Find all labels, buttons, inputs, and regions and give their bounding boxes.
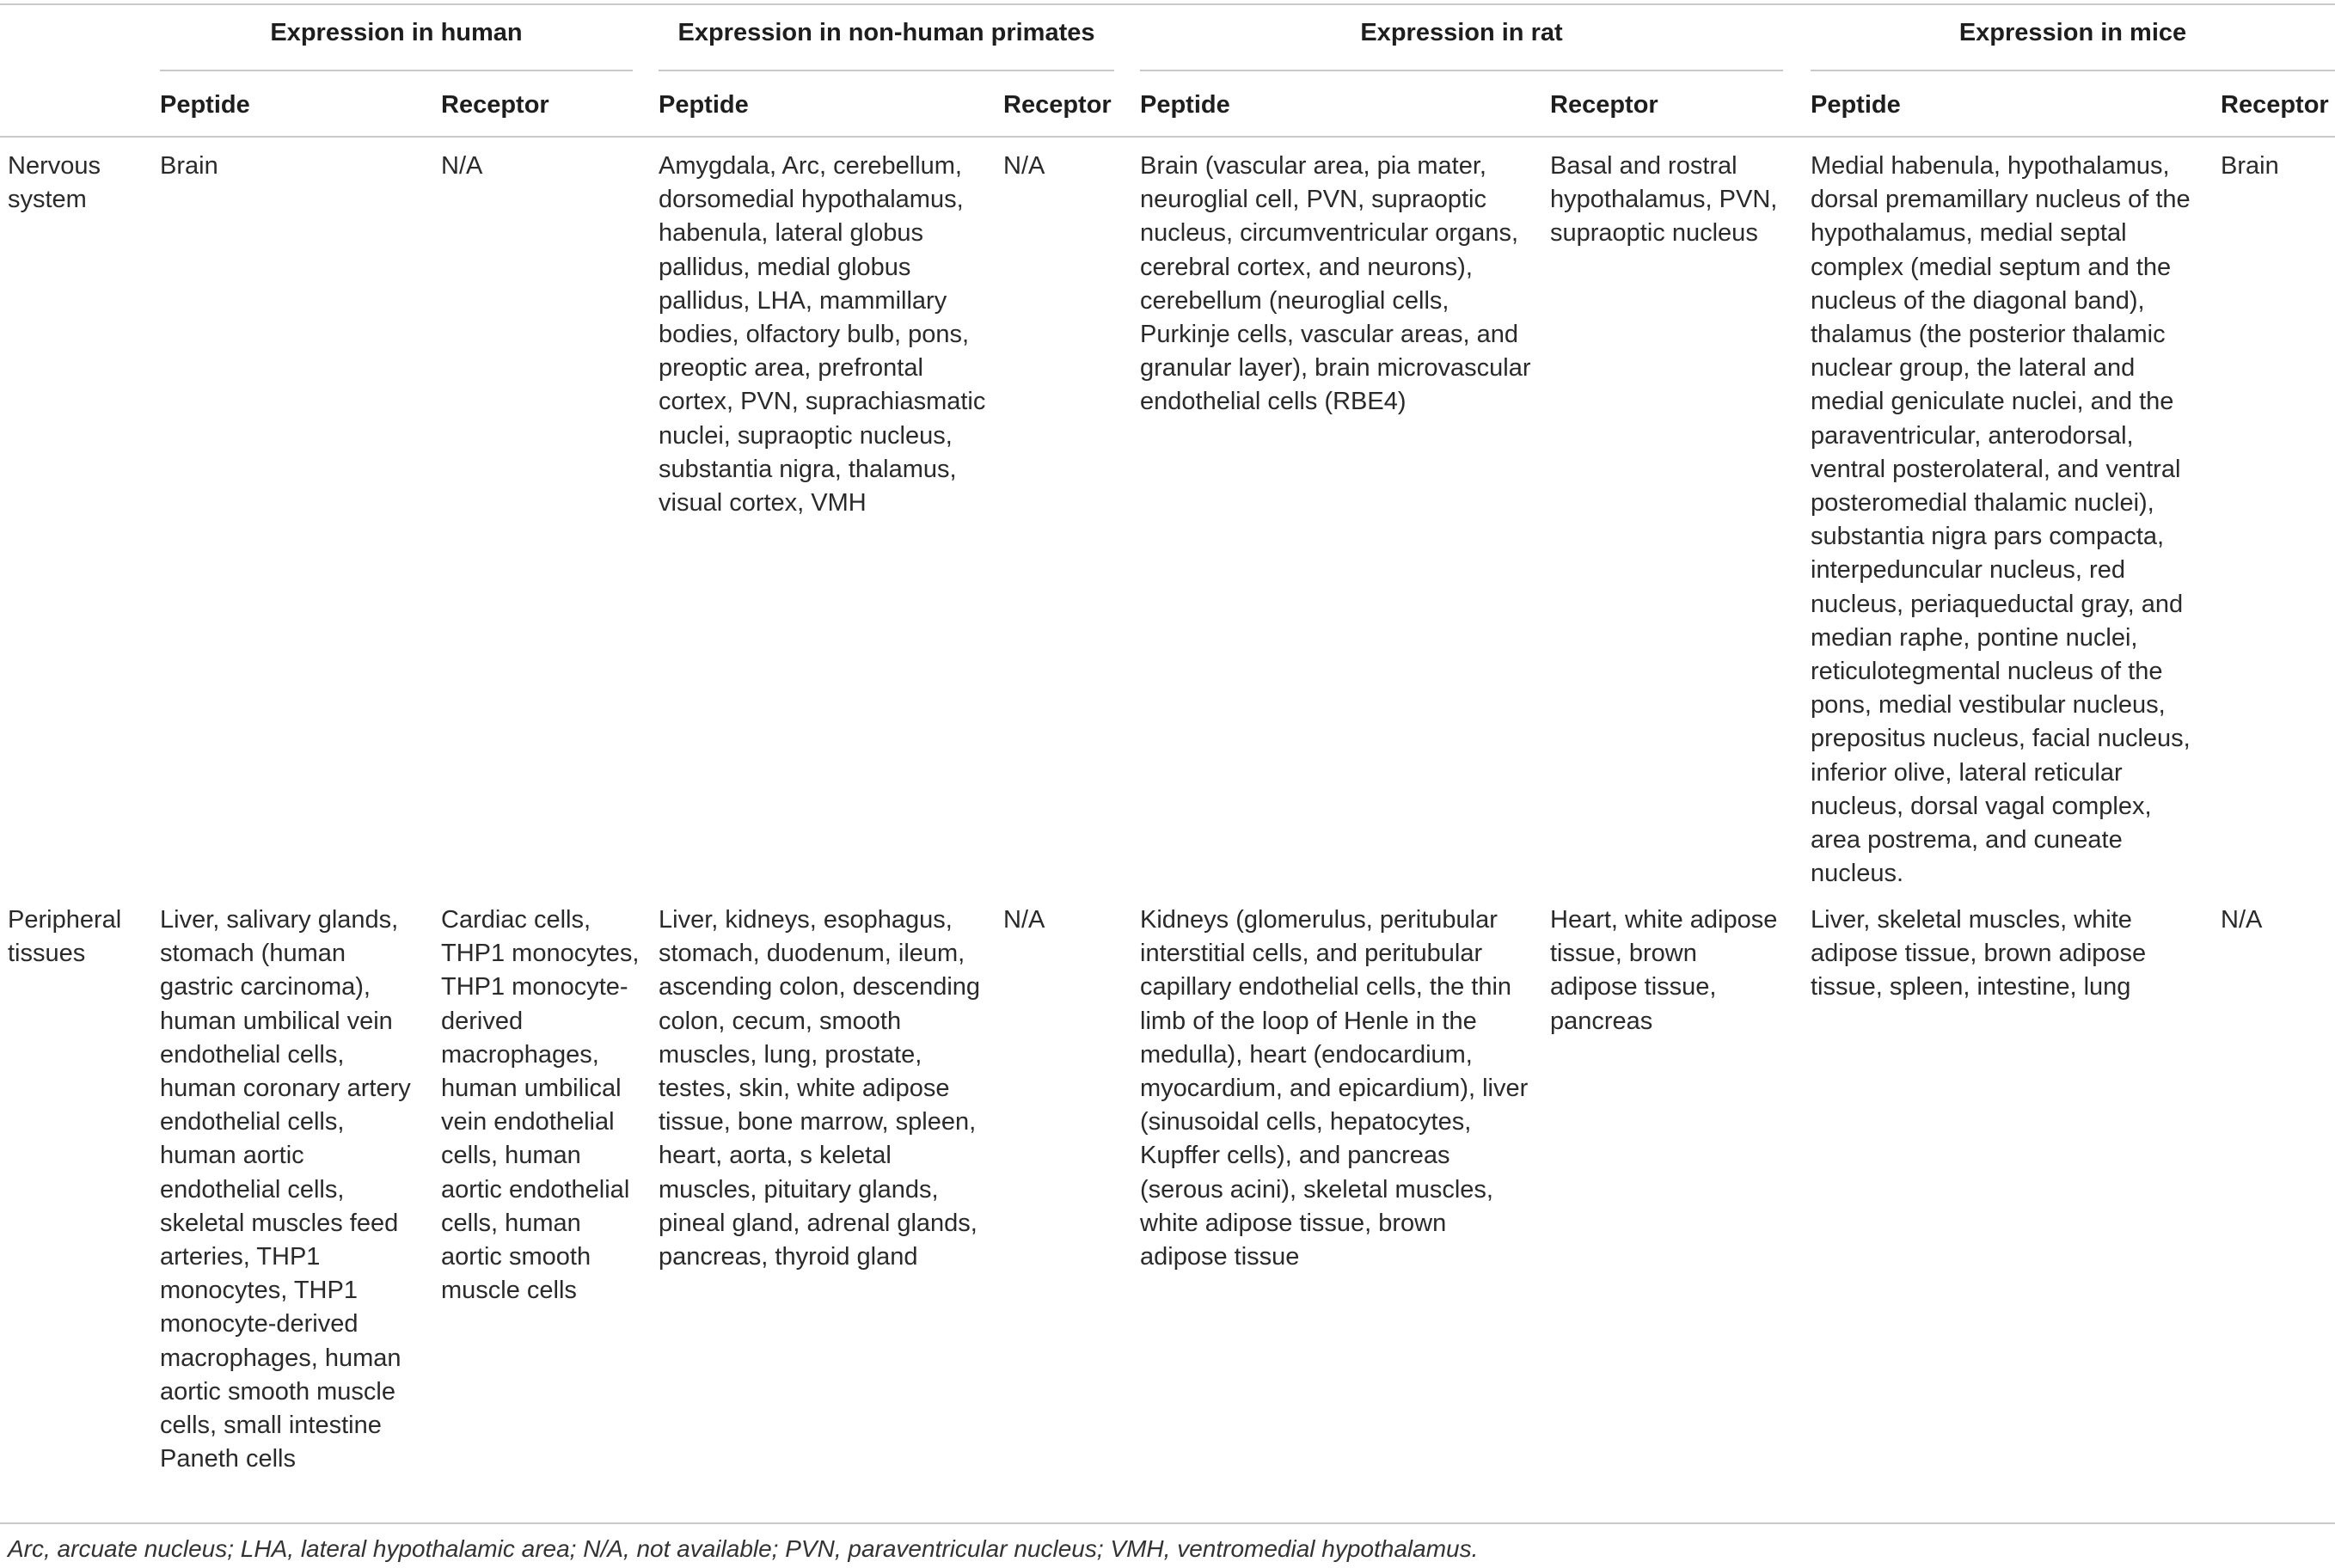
group-header-mice: Expression in mice bbox=[1958, 19, 2187, 46]
subheader-mice-receptor: Receptor bbox=[2221, 91, 2329, 119]
cell-nhp-peptide: Amygdala, Arc, cerebellum, dorsomedial hypothalamus, habenula, lateral globus pallidus, medial globus pallidus, LHA, mammillary bodies, olfactory bulb, pons, preoptic area, prefrontal cortex, PVN, suprachiasmatic nuclei, supraoptic nucleus, substantia nigra, thalamus, visual cortex, VMH bbox=[659, 152, 986, 518]
subheader-rat-peptide: Peptide bbox=[1140, 91, 1230, 119]
subheader-mice-peptide: Peptide bbox=[1811, 91, 1901, 119]
row-label: Nervous system bbox=[8, 152, 101, 214]
cell-rat-peptide: Brain (vascular area, pia mater, neuroglial cell, PVN, supraoptic nucleus, circumventricular organs, cerebral cortex, and neurons), cerebellum (neuroglial cells, Purkinje cells, vascular areas, and granular layer), brain microvascular endothelial cells (RBE4) bbox=[1140, 152, 1531, 416]
cell-human-peptide: Liver, salivary glands, stomach (human gastric carcinoma), human umbilical vein endothelial cells, human coronary artery endothelial cells, human aortic endothelial cells, skeletal muscles feed arteries, THP1 monocytes, THP1 monocyte-derived macrophages, human aortic smooth muscle cells, small intestine Paneth cells bbox=[160, 906, 411, 1473]
cell-rat-receptor: Heart, white adipose tissue, brown adipose tissue, pancreas bbox=[1550, 906, 1778, 1035]
cell-human-receptor: Cardiac cells, THP1 monocytes, THP1 monocyte-derived macrophages, human umbilical vein endothelial cells, human aortic endothelial cells, human aortic smooth muscle cells bbox=[441, 906, 640, 1305]
group-rule-human bbox=[160, 70, 633, 71]
cell-mice-peptide: Liver, skeletal muscles, white adipose tissue, brown adipose tissue, spleen, intestine, lung bbox=[1811, 906, 2147, 1001]
cell-mice-receptor: N/A bbox=[2221, 906, 2263, 934]
cell-mice-receptor: Brain bbox=[2221, 152, 2279, 180]
group-header-rat: Expression in rat bbox=[1360, 19, 1563, 46]
cell-rat-peptide: Kidneys (glomerulus, peritubular interstitial cells, and peritubular capillary endothelial cells, the thin limb of the loop of Henle in the medulla), heart (endocardium, myocardium, and epicardium), liver (sinusoidal cells, hepatocytes, Kupffer cells), and pancreas (serous acini), skeletal muscles, white adipose tissue, brown adipose tissue bbox=[1140, 906, 1529, 1271]
group-rule-rat bbox=[1140, 70, 1783, 71]
table-footnote: Arc, arcuate nucleus; LHA, lateral hypothalamic area; N/A, not available; PVN, paraventricular nucleus; VMH, ventromedial hypothalamus. bbox=[8, 1535, 1479, 1562]
subheader-nhp-receptor: Receptor bbox=[1003, 91, 1112, 119]
cell-nhp-receptor: N/A bbox=[1003, 906, 1045, 934]
subheader-nhp-peptide: Peptide bbox=[659, 91, 749, 119]
group-rule-mice bbox=[1811, 70, 2335, 71]
row-label: Peripheral tissues bbox=[8, 906, 122, 968]
cell-rat-receptor: Basal and rostral hypothalamus, PVN, supraoptic nucleus bbox=[1550, 152, 1778, 248]
cell-human-receptor: N/A bbox=[441, 152, 483, 180]
group-header-human: Expression in human bbox=[270, 19, 523, 46]
cell-nhp-peptide: Liver, kidneys, esophagus, stomach, duodenum, ileum, ascending colon, descending colon, cecum, smooth muscles, lung, prostate, testes, skin, white adipose tissue, bone marrow, spleen, heart, aorta, s keletal muscles, pituitary glands, pineal gland, adrenal glands, pancreas, thyroid gland bbox=[659, 906, 981, 1271]
group-header-non-human-primates: Expression in non-human primates bbox=[677, 19, 1095, 46]
table-top-rule bbox=[0, 3, 2335, 5]
header-bottom-rule bbox=[0, 136, 2335, 138]
cell-human-peptide: Brain bbox=[160, 152, 218, 180]
subheader-rat-receptor: Receptor bbox=[1550, 91, 1658, 119]
cell-nhp-receptor: N/A bbox=[1003, 152, 1045, 180]
subheader-human-receptor: Receptor bbox=[441, 91, 549, 119]
table-bottom-rule bbox=[0, 1522, 2335, 1524]
group-rule-non-human-primates bbox=[659, 70, 1114, 71]
cell-mice-peptide: Medial habenula, hypothalamus, dorsal premamillary nucleus of the hypothalamus, medial septal complex (medial septum and the nucleus of the diagonal band), thalamus (the posterior thalamic nuclear group, the lateral and medial geniculate nuclei, and the paraventricular, anterodorsal, ventral posterolateral, and ventral posteromedial thalamic nuclei), substantia nigra pars compacta, interpeduncular nucleus, red nucleus, periaqueductal gray, and median raphe, pontine nuclei, reticulotegmental nucleus of the pons, medial vestibular nucleus, prepositus nucleus, facial nucleus, inferior olive, lateral reticular nucleus, dorsal vagal complex, area postrema, and cuneate nucleus. bbox=[1811, 152, 2191, 888]
subheader-human-peptide: Peptide bbox=[160, 91, 250, 119]
